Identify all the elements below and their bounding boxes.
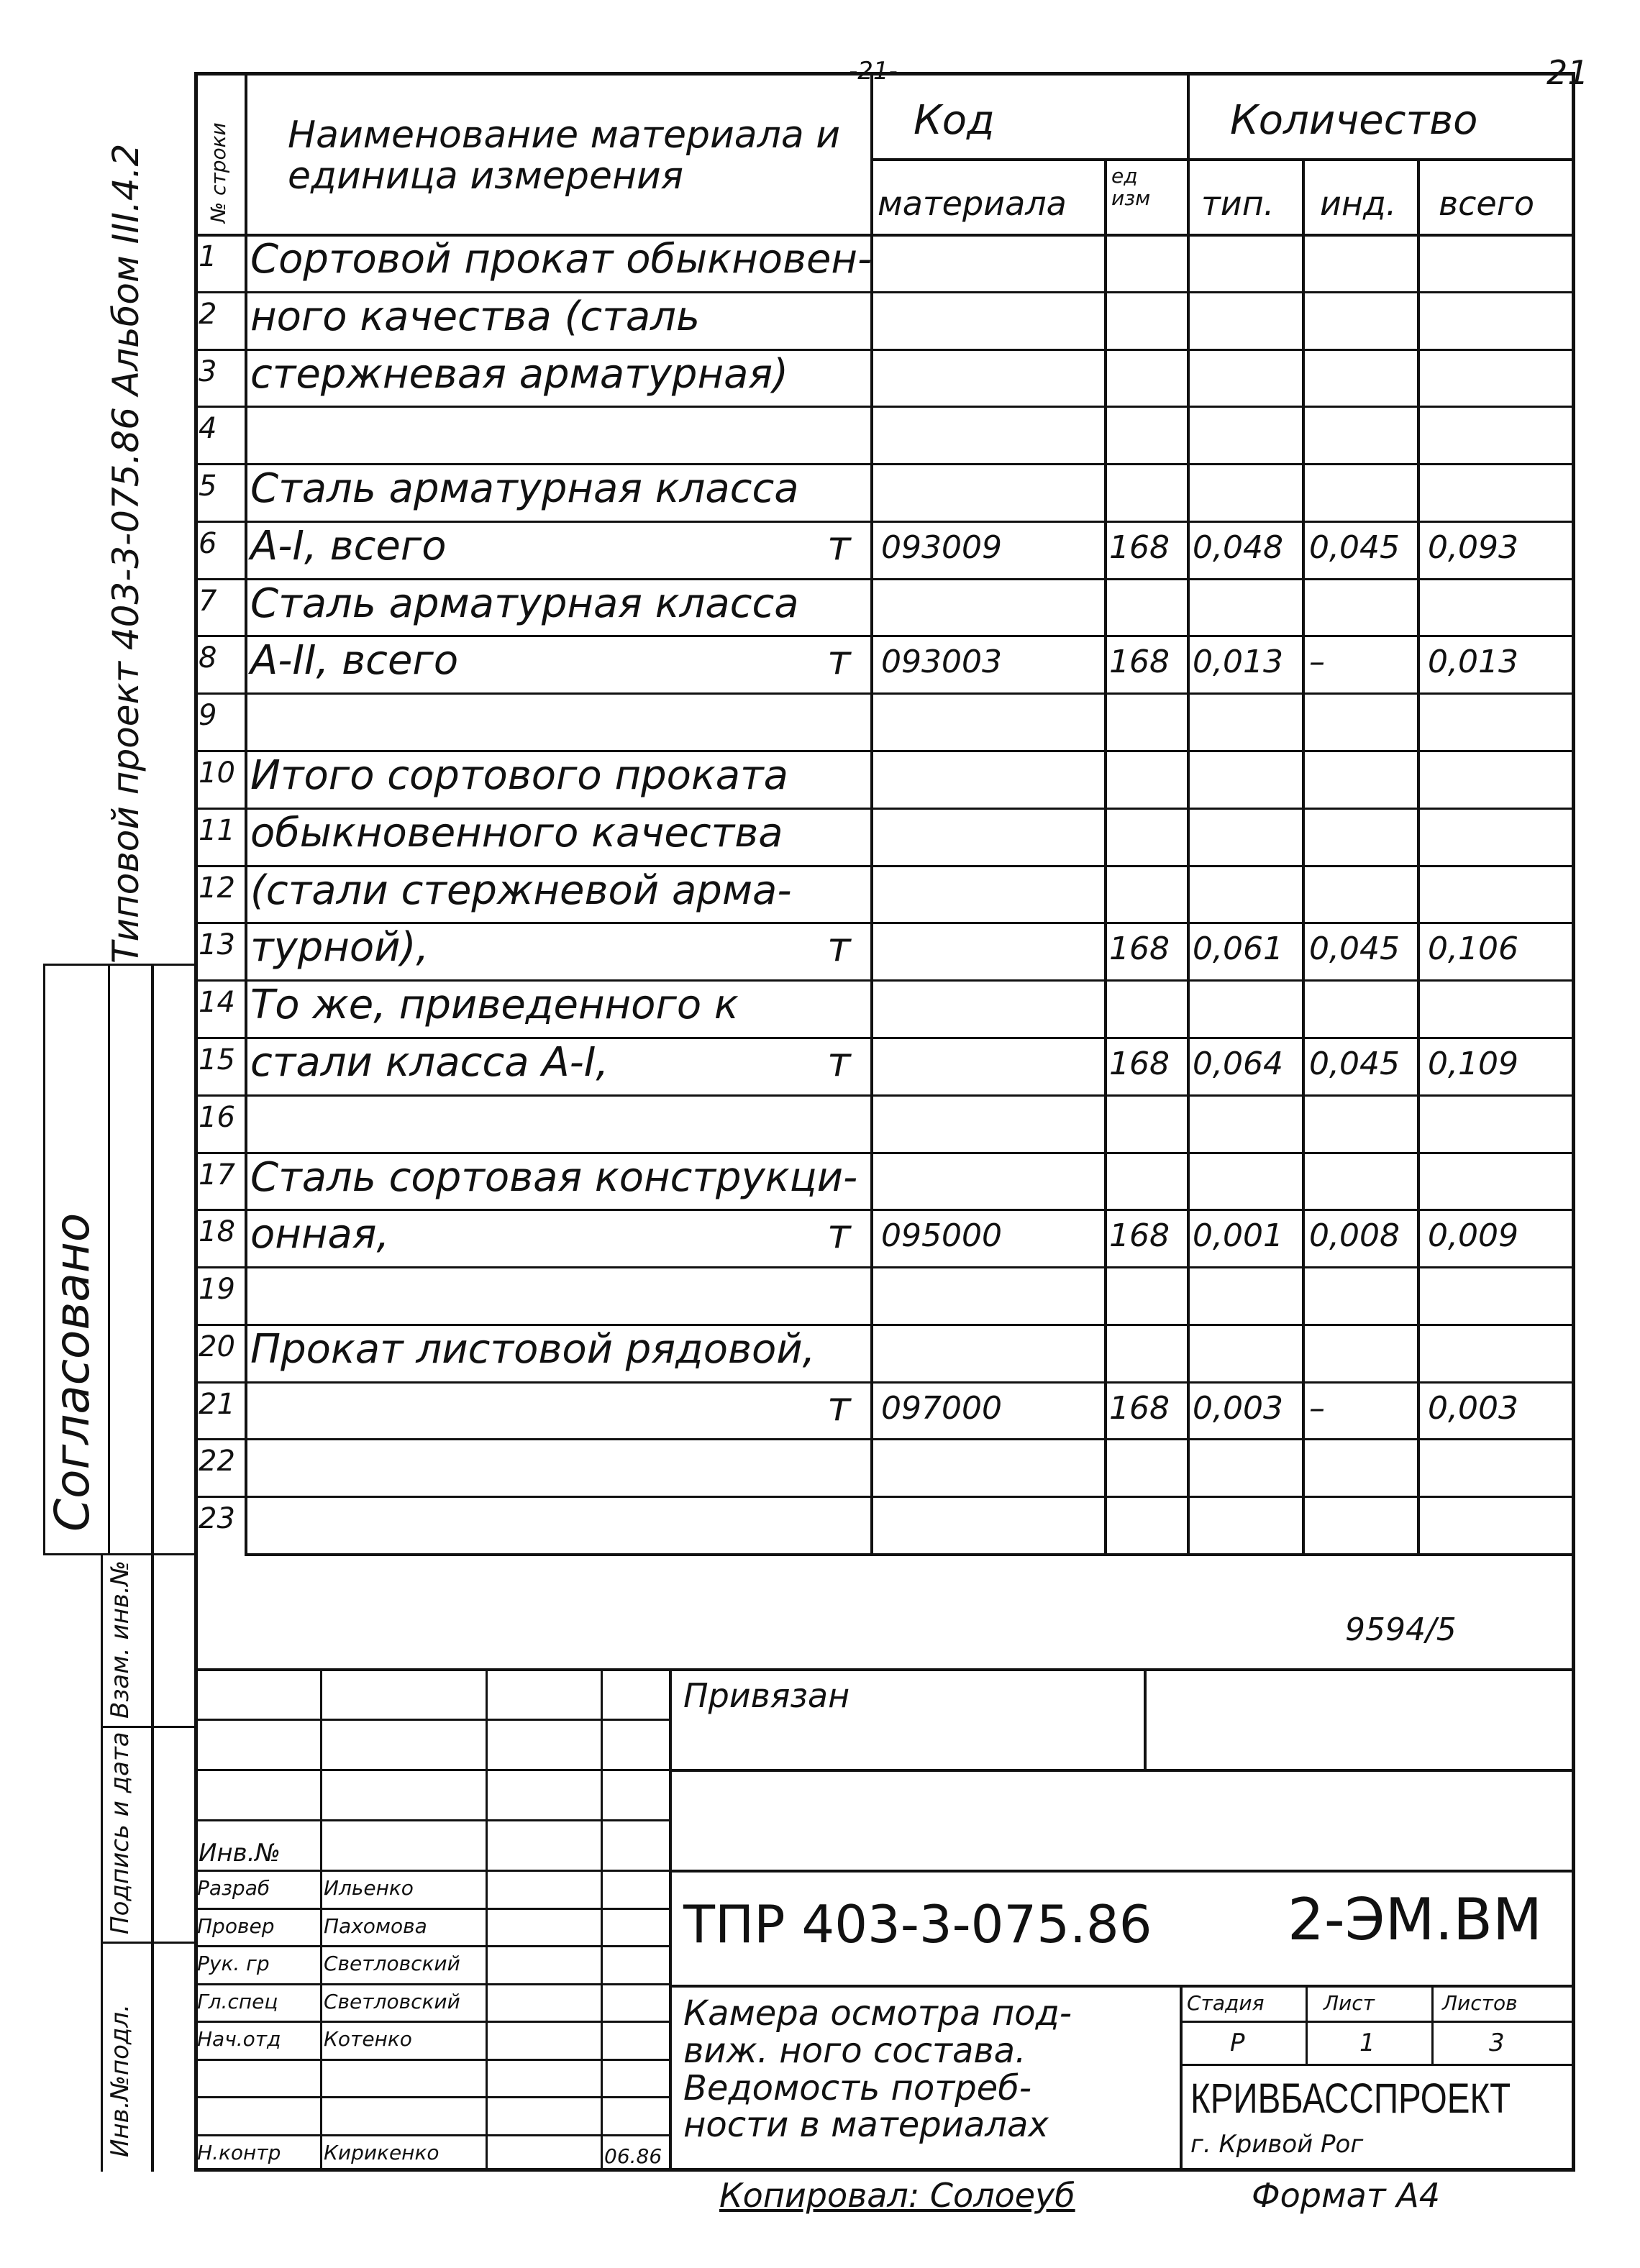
- table-row: [194, 635, 1575, 692]
- approval-row: [194, 2021, 669, 2059]
- podpis-data-label: Подпись и дата: [106, 1732, 135, 1934]
- table-row: [194, 234, 1575, 291]
- row-number: 9: [199, 699, 217, 733]
- row-number: 18: [199, 1215, 235, 1249]
- row-code: 097000: [881, 1389, 1002, 1427]
- table-row: [194, 578, 1575, 636]
- approval-row: [194, 2096, 669, 2134]
- row-number: 23: [199, 1502, 235, 1536]
- stamp-line: [669, 1870, 1575, 1873]
- table-row: [194, 1496, 1575, 1553]
- approval-role: Гл.спец: [197, 1989, 278, 2013]
- table-row: [194, 1324, 1575, 1381]
- approval-role: Нач.отд: [197, 2027, 281, 2051]
- approval-name: Кирикенко: [324, 2140, 439, 2164]
- row-name: Итого сортового проката: [250, 752, 788, 800]
- row-number: 14: [199, 986, 235, 1020]
- margin-line: [108, 964, 110, 1553]
- stamp-line: [669, 1668, 672, 2172]
- table-row: [194, 1381, 1575, 1439]
- list-value: 1: [1359, 2029, 1375, 2057]
- page-top-number: -21-: [849, 57, 898, 86]
- row-number: 16: [199, 1100, 235, 1134]
- row-number: 1: [199, 240, 217, 273]
- city: г. Кривой Рог: [1190, 2130, 1364, 2159]
- table-row: [194, 1037, 1575, 1094]
- approval-role: Провер: [197, 1913, 275, 1938]
- table-row: [194, 291, 1575, 349]
- row-number: 21: [199, 1387, 235, 1421]
- approval-row: [194, 2134, 669, 2172]
- inv-podl-label: Инв.№подл.: [106, 2004, 135, 2157]
- approval-role: Рук. гр: [197, 1952, 270, 1975]
- row-typ: 0,003: [1193, 1389, 1283, 1427]
- stamp-line: [1180, 1985, 1183, 2172]
- row-name: (стали стержневой арма-: [250, 866, 792, 914]
- doc-number: 9594/5: [1345, 1611, 1457, 1648]
- format: Формат А4: [1252, 2176, 1440, 2215]
- row-code: 095000: [881, 1217, 1002, 1255]
- row-total: 0,106: [1428, 930, 1518, 968]
- row-unit: т: [827, 1038, 851, 1086]
- row-number: 12: [199, 871, 235, 905]
- approval-row: [194, 1983, 669, 2021]
- row-code: 093009: [881, 529, 1002, 566]
- row-name: Сталь арматурная класса: [250, 465, 799, 513]
- row-name: Сталь арматурная класса: [250, 580, 799, 627]
- table-row: [194, 1209, 1575, 1266]
- row-name: Сталь сортовая конструкци-: [250, 1153, 858, 1201]
- margin-line: [101, 1553, 103, 2172]
- row-ind: 0,045: [1309, 930, 1400, 968]
- vzam-inv-label: Взам. инв.№: [106, 1560, 135, 1719]
- row-ed: 168: [1109, 529, 1170, 566]
- table-row: [194, 521, 1575, 578]
- table-row: [194, 692, 1575, 750]
- row-number: 6: [199, 526, 217, 560]
- row-name: обыкновенного качества: [250, 809, 783, 856]
- row-name: стали класса A-I,: [250, 1038, 609, 1086]
- table-row: [194, 463, 1575, 521]
- margin-line: [101, 1942, 194, 1944]
- title-line: Ведомость потреб-: [683, 2067, 1032, 2108]
- row-typ: 0,048: [1193, 529, 1283, 566]
- table-row: [194, 750, 1575, 808]
- stamp-line: [1306, 1985, 1308, 2064]
- row-unit: т: [827, 1211, 851, 1258]
- row-name: ного качества (сталь: [250, 293, 700, 340]
- project-margin-label: Типовой проект 403-3-075.86 Альбом III.4.2: [105, 143, 147, 964]
- title-line: виж. ного состава.: [683, 2030, 1026, 2071]
- table-row: [194, 1438, 1575, 1496]
- header-code-unit: ед изм: [1111, 164, 1151, 210]
- listov-label: Листов: [1442, 1991, 1518, 2015]
- header-qty-total: всего: [1439, 184, 1535, 223]
- row-name: стержневая арматурная): [250, 350, 788, 398]
- row-number: 10: [199, 756, 235, 790]
- row-total: 0,093: [1428, 529, 1518, 566]
- page-corner-number: 21: [1546, 53, 1589, 92]
- title-line: ности в материалах: [683, 2105, 1049, 2146]
- approval-name: Светловский: [324, 1952, 460, 1975]
- organization-name: КРИВБАССПРОЕКТ: [1190, 2075, 1511, 2122]
- approval-role: Н.контр: [197, 2140, 281, 2164]
- row-total: 0,003: [1428, 1389, 1518, 1427]
- row-name: A-I, всего: [250, 522, 447, 570]
- margin-line: [101, 1726, 194, 1728]
- stamp-line: [1144, 1668, 1147, 1769]
- row-name: Сортовой прокат обыкновен-: [250, 236, 873, 283]
- project-code: ТПР 403-3-075.86: [683, 1894, 1152, 1954]
- stamp-line: [194, 1769, 669, 1771]
- row-unit: т: [827, 1383, 851, 1430]
- list-label: Лист: [1324, 1991, 1375, 2015]
- approval-row: [194, 1870, 669, 1908]
- row-ind: 0,008: [1309, 1217, 1400, 1255]
- approval-name: Котенко: [324, 2027, 412, 2051]
- row-unit: т: [827, 924, 851, 971]
- row-ed: 168: [1109, 644, 1170, 681]
- approval-row: [194, 1945, 669, 1983]
- row-typ: 0,001: [1193, 1217, 1283, 1255]
- header-code-material: материала: [878, 184, 1067, 223]
- approval-row: [194, 1908, 669, 1946]
- approval-name: Пахомова: [324, 1913, 427, 1938]
- row-number: 19: [199, 1273, 235, 1307]
- stadia-value: Р: [1230, 2029, 1245, 2057]
- table-row: [194, 808, 1575, 865]
- title-line: Камера осмотра под-: [683, 1993, 1072, 2034]
- header-row-no: № строки: [206, 122, 230, 223]
- row-name: То же, приведенного к: [250, 982, 739, 1029]
- row-number: 13: [199, 928, 235, 962]
- stamp-line: [194, 1719, 669, 1721]
- row-ind: –: [1309, 1389, 1325, 1427]
- row-total: 0,109: [1428, 1045, 1518, 1082]
- row-number: 22: [199, 1445, 235, 1478]
- row-typ: 0,013: [1193, 644, 1283, 681]
- sheet-code: 2-ЭМ.ВМ: [1288, 1886, 1542, 1953]
- row-number: 15: [199, 1043, 235, 1076]
- row-number: 5: [199, 470, 217, 503]
- inv-no-label: Инв.№: [199, 1839, 281, 1867]
- row-ed: 168: [1109, 1389, 1170, 1427]
- title-block: [194, 1553, 1575, 2172]
- stamp-line: [194, 1668, 1575, 1671]
- margin-line: [151, 964, 154, 2172]
- row-total: 0,009: [1428, 1217, 1518, 1255]
- stamp-line: [1180, 2021, 1575, 2023]
- header-name: Наименование материала и единица измерения: [288, 114, 841, 198]
- table-row: [194, 1266, 1575, 1324]
- stamp-line: [669, 1985, 1575, 1988]
- row-typ: 0,061: [1193, 930, 1283, 968]
- row-ed: 168: [1109, 1045, 1170, 1082]
- stamp-line: [669, 1769, 1575, 1772]
- soglasovano-label: Согласовано: [45, 1212, 100, 1532]
- row-number: 8: [199, 641, 217, 675]
- table-row: [194, 1094, 1575, 1152]
- approval-roles: [194, 1870, 669, 2172]
- row-name: турной),: [250, 924, 429, 971]
- approval-role: Разраб: [197, 1876, 270, 1900]
- row-name: Прокат листовой рядовой,: [250, 1325, 816, 1373]
- nkontr-date: 06.86: [604, 2144, 662, 2168]
- row-name: онная,: [250, 1211, 390, 1258]
- table-line: [870, 158, 1575, 161]
- row-typ: 0,064: [1193, 1045, 1283, 1082]
- approval-row: [194, 2059, 669, 2097]
- row-number: 7: [199, 584, 217, 618]
- listov-value: 3: [1489, 2029, 1505, 2057]
- row-code: 093003: [881, 644, 1002, 681]
- privyazan-label: Привязан: [683, 1676, 850, 1715]
- row-ed: 168: [1109, 930, 1170, 968]
- table-row: [194, 1152, 1575, 1210]
- row-ind: 0,045: [1309, 1045, 1400, 1082]
- sheet-title: [683, 1995, 1172, 2144]
- stamp-line: [1431, 1985, 1434, 2064]
- row-unit: т: [827, 522, 851, 570]
- header-qty-ind: инд.: [1320, 184, 1397, 223]
- header-quantity: Количество: [1230, 97, 1478, 144]
- row-number: 17: [199, 1158, 235, 1192]
- header-code: Код: [914, 97, 995, 144]
- table-body: [194, 234, 1575, 1553]
- materials-table: [194, 72, 1575, 1553]
- table-row: [194, 922, 1575, 979]
- row-unit: т: [827, 637, 851, 685]
- row-number: 11: [199, 813, 235, 847]
- stadia-label: Стадия: [1187, 1991, 1265, 2015]
- margin-line: [43, 964, 194, 966]
- table-row: [194, 865, 1575, 923]
- table-row: [194, 349, 1575, 406]
- row-name: A-II, всего: [250, 637, 459, 685]
- row-number: 2: [199, 297, 217, 331]
- stamp-line: [1180, 2064, 1575, 2066]
- row-ind: 0,045: [1309, 529, 1400, 566]
- margin-line: [43, 1553, 194, 1555]
- table-row: [194, 406, 1575, 463]
- header-qty-typ: тип.: [1201, 184, 1275, 223]
- row-number: 20: [199, 1330, 235, 1363]
- row-ed: 168: [1109, 1217, 1170, 1255]
- row-number: 4: [199, 412, 217, 446]
- copied-by: Копировал: Солоеуб: [719, 2176, 1075, 2215]
- row-ind: –: [1309, 644, 1325, 681]
- table-row: [194, 979, 1575, 1037]
- approval-name: Светловский: [324, 1989, 460, 2013]
- row-number: 3: [199, 355, 217, 388]
- approval-name: Ильенко: [324, 1876, 414, 1900]
- row-total: 0,013: [1428, 644, 1518, 681]
- stamp-line: [194, 1819, 669, 1821]
